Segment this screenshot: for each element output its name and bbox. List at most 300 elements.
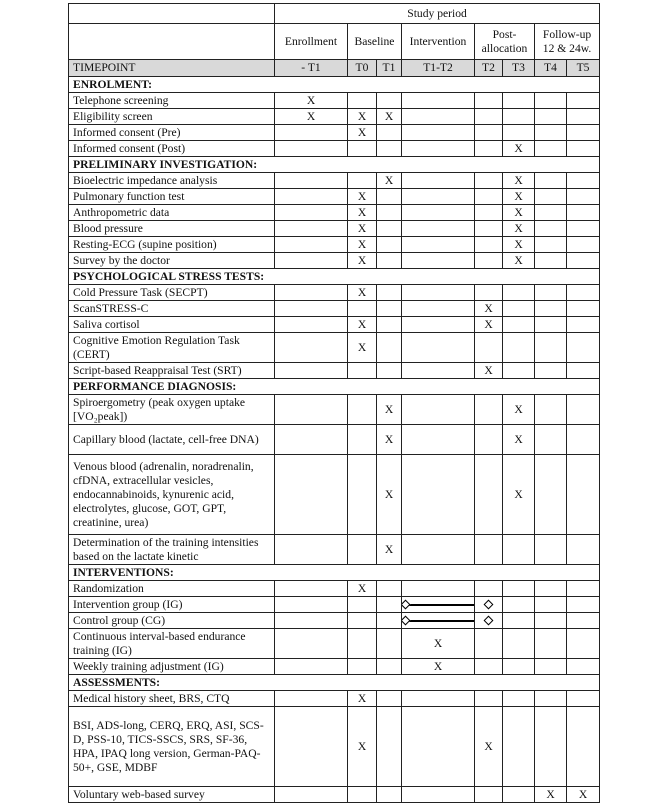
empty-cell (275, 707, 348, 787)
activity-label: Anthropometric data (69, 205, 275, 221)
empty-cell (377, 597, 402, 613)
x-mark: X (377, 455, 402, 535)
empty-cell (377, 691, 402, 707)
empty-cell (402, 425, 475, 455)
empty-cell (275, 141, 348, 157)
empty-cell (275, 285, 348, 301)
section-row (69, 565, 600, 581)
empty-cell (475, 253, 503, 269)
group-row (69, 613, 600, 629)
empty-cell (348, 173, 377, 189)
empty-cell (348, 613, 377, 629)
x-mark: X (348, 707, 377, 787)
empty-cell (475, 189, 503, 205)
activity-label: BSI, ADS-long, CERQ, ERQ, ASI, SCS-D, PSS-10, TICS-SSCS, SRS, SF-36, HPA, IPAQ long version, German-PAQ-50+, GSE, MDBF (69, 707, 275, 787)
empty-cell (475, 659, 503, 675)
activity-label: Voluntary web-based survey (69, 787, 275, 803)
section-row (69, 269, 600, 285)
activity-label: Informed consent (Post) (69, 141, 275, 157)
group-row (69, 597, 600, 613)
intervention-period-bar-cell (475, 613, 503, 629)
empty-cell (567, 93, 600, 109)
empty-cell (275, 597, 348, 613)
activity-row (69, 173, 600, 189)
empty-cell (377, 613, 402, 629)
empty-cell (535, 109, 567, 125)
intervention-header: Intervention (402, 24, 475, 60)
empty-cell (567, 659, 600, 675)
activity-row (69, 395, 600, 425)
activity-row (69, 363, 600, 379)
empty-cell (567, 363, 600, 379)
activity-label: Pulmonary function test (69, 189, 275, 205)
section-title: ASSESSMENTS: (69, 675, 600, 691)
activity-label: Capillary blood (lactate, cell-free DNA) (69, 425, 275, 455)
empty-cell (402, 125, 475, 141)
empty-cell (377, 707, 402, 787)
timepoint-cell: T5 (567, 60, 600, 77)
empty-cell (567, 691, 600, 707)
start-diamond-icon (402, 600, 411, 610)
empty-cell (535, 125, 567, 141)
empty-cell (475, 285, 503, 301)
empty-cell (348, 787, 377, 803)
empty-cell (567, 285, 600, 301)
activity-row (69, 629, 600, 659)
empty-cell (402, 333, 475, 363)
empty-cell (275, 691, 348, 707)
empty-cell (377, 581, 402, 597)
activity-row (69, 317, 600, 333)
activity-label: Intervention group (IG) (69, 597, 275, 613)
empty-cell (275, 125, 348, 141)
empty-cell (348, 659, 377, 675)
activity-row (69, 425, 600, 455)
empty-cell (503, 707, 535, 787)
empty-cell (275, 425, 348, 455)
activity-row (69, 237, 600, 253)
empty-cell (402, 93, 475, 109)
baseline-header: Baseline (348, 24, 402, 60)
empty-cell (567, 221, 600, 237)
empty-cell (402, 141, 475, 157)
x-mark: X (348, 125, 377, 141)
empty-cell (402, 109, 475, 125)
x-mark: X (348, 189, 377, 205)
empty-cell (402, 455, 475, 535)
empty-cell (348, 455, 377, 535)
activity-row (69, 455, 600, 535)
empty-cell (275, 363, 348, 379)
timepoint-cell: - T1 (275, 60, 348, 77)
post-allocation-header: Post-allocation (475, 24, 535, 60)
empty-cell (377, 253, 402, 269)
empty-cell (503, 109, 535, 125)
empty-cell (402, 189, 475, 205)
empty-cell (503, 93, 535, 109)
empty-cell (475, 109, 503, 125)
activity-label: Bioelectric impedance analysis (69, 173, 275, 189)
activity-row (69, 189, 600, 205)
x-mark: X (503, 205, 535, 221)
activity-label: Cognitive Emotion Regulation Task (CERT) (69, 333, 275, 363)
intervention-period-bar-cell (402, 597, 475, 613)
timepoint-cell: T2 (475, 60, 503, 77)
section-title: INTERVENTIONS: (69, 565, 600, 581)
corner-cell (69, 24, 275, 60)
empty-cell (475, 173, 503, 189)
empty-cell (348, 93, 377, 109)
empty-cell (567, 253, 600, 269)
empty-cell (535, 613, 567, 629)
empty-cell (567, 141, 600, 157)
empty-cell (402, 395, 475, 425)
x-mark: X (503, 189, 535, 205)
empty-cell (567, 613, 600, 629)
empty-cell (275, 189, 348, 205)
empty-cell (402, 285, 475, 301)
empty-cell (503, 629, 535, 659)
empty-cell (377, 237, 402, 253)
section-row (69, 379, 600, 395)
activity-label: ScanSTRESS-C (69, 301, 275, 317)
empty-cell (377, 125, 402, 141)
empty-cell (402, 535, 475, 565)
empty-cell (567, 425, 600, 455)
x-mark: X (402, 659, 475, 675)
empty-cell (535, 189, 567, 205)
empty-cell (567, 237, 600, 253)
empty-cell (275, 395, 348, 425)
empty-cell (475, 141, 503, 157)
activity-label: Resting-ECG (supine position) (69, 237, 275, 253)
x-mark: X (348, 205, 377, 221)
empty-cell (475, 237, 503, 253)
follow-up-header: Follow-up 12 & 24w. (535, 24, 600, 60)
empty-cell (475, 535, 503, 565)
x-mark: X (348, 317, 377, 333)
empty-cell (503, 125, 535, 141)
x-mark: X (377, 395, 402, 425)
empty-cell (402, 301, 475, 317)
empty-cell (377, 221, 402, 237)
intervention-period-bar (402, 620, 475, 622)
empty-cell (535, 363, 567, 379)
empty-cell (503, 581, 535, 597)
activity-row (69, 301, 600, 317)
empty-cell (567, 205, 600, 221)
empty-cell (535, 285, 567, 301)
empty-cell (275, 613, 348, 629)
empty-cell (567, 629, 600, 659)
empty-cell (567, 301, 600, 317)
empty-cell (567, 189, 600, 205)
activity-label: Cold Pressure Task (SECPT) (69, 285, 275, 301)
empty-cell (503, 285, 535, 301)
intervention-period-bar-cell (402, 613, 475, 629)
empty-cell (475, 205, 503, 221)
empty-cell (475, 93, 503, 109)
empty-cell (535, 221, 567, 237)
empty-cell (348, 535, 377, 565)
activity-row (69, 93, 600, 109)
empty-cell (503, 363, 535, 379)
x-mark: X (348, 285, 377, 301)
empty-cell (567, 317, 600, 333)
empty-cell (377, 301, 402, 317)
empty-cell (535, 205, 567, 221)
activity-label: Blood pressure (69, 221, 275, 237)
empty-cell (535, 535, 567, 565)
activity-label: Telephone screening (69, 93, 275, 109)
section-title: PRELIMINARY INVESTIGATION: (69, 157, 600, 173)
empty-cell (377, 189, 402, 205)
empty-cell (503, 613, 535, 629)
empty-cell (402, 363, 475, 379)
activity-label: Continuous interval-based endurance training (IG) (69, 629, 275, 659)
empty-cell (535, 597, 567, 613)
section-title: ENROLMENT: (69, 77, 600, 93)
activity-row (69, 581, 600, 597)
empty-cell (535, 333, 567, 363)
empty-cell (535, 425, 567, 455)
empty-cell (377, 93, 402, 109)
empty-cell (402, 221, 475, 237)
x-mark: X (475, 301, 503, 317)
empty-cell (348, 363, 377, 379)
timepoint-cell: T3 (503, 60, 535, 77)
empty-cell (475, 691, 503, 707)
activity-label: Venous blood (adrenalin, noradrenalin, cfDNA, extracellular vesicles, endocannabinoids, kynurenic acid, electrolytes, glucose, GOT, GPT, creatinine, urea) (69, 455, 275, 535)
empty-cell (402, 173, 475, 189)
empty-cell (475, 333, 503, 363)
empty-cell (275, 237, 348, 253)
section-row (69, 157, 600, 173)
empty-cell (275, 317, 348, 333)
x-mark: X (503, 395, 535, 425)
empty-cell (475, 787, 503, 803)
x-mark: X (348, 253, 377, 269)
empty-cell (402, 237, 475, 253)
empty-cell (348, 301, 377, 317)
activity-row (69, 659, 600, 675)
x-mark: X (503, 425, 535, 455)
study-period-header: Study period (275, 4, 600, 24)
empty-cell (377, 205, 402, 221)
activity-row (69, 787, 600, 803)
start-diamond-icon (402, 616, 411, 626)
x-mark: X (503, 455, 535, 535)
timepoint-cell: T0 (348, 60, 377, 77)
x-mark: X (503, 237, 535, 253)
empty-cell (377, 141, 402, 157)
empty-cell (377, 285, 402, 301)
empty-cell (402, 787, 475, 803)
empty-cell (567, 535, 600, 565)
intervention-period-bar-cell (475, 597, 503, 613)
empty-cell (535, 141, 567, 157)
empty-cell (503, 301, 535, 317)
x-mark: X (503, 221, 535, 237)
empty-cell (348, 395, 377, 425)
empty-cell (567, 109, 600, 125)
empty-cell (275, 659, 348, 675)
schedule-table (68, 3, 600, 803)
empty-cell (275, 629, 348, 659)
x-mark: X (475, 317, 503, 333)
empty-cell (402, 581, 475, 597)
empty-cell (475, 125, 503, 141)
x-mark: X (377, 535, 402, 565)
empty-cell (503, 333, 535, 363)
empty-cell (377, 333, 402, 363)
activity-label: Control group (CG) (69, 613, 275, 629)
empty-cell (275, 787, 348, 803)
activity-label: Randomization (69, 581, 275, 597)
empty-cell (348, 141, 377, 157)
empty-cell (402, 317, 475, 333)
x-mark: X (402, 629, 475, 659)
activity-row (69, 535, 600, 565)
empty-cell (402, 691, 475, 707)
empty-cell (402, 253, 475, 269)
empty-cell (535, 173, 567, 189)
x-mark: X (475, 363, 503, 379)
empty-cell (402, 205, 475, 221)
x-mark: X (348, 691, 377, 707)
activity-label: Weekly training adjustment (IG) (69, 659, 275, 675)
activity-row (69, 285, 600, 301)
x-mark: X (503, 141, 535, 157)
activity-row (69, 109, 600, 125)
x-mark: X (275, 93, 348, 109)
x-mark: X (348, 333, 377, 363)
timepoint-cell: T1-T2 (402, 60, 475, 77)
section-title: PERFORMANCE DIAGNOSIS: (69, 379, 600, 395)
section-title: PSYCHOLOGICAL STRESS TESTS: (69, 269, 600, 285)
activity-label: Determination of the training intensities based on the lactate kinetic (69, 535, 275, 565)
empty-cell (535, 93, 567, 109)
empty-cell (348, 629, 377, 659)
empty-cell (275, 333, 348, 363)
empty-cell (275, 173, 348, 189)
x-mark: X (377, 109, 402, 125)
empty-cell (535, 455, 567, 535)
empty-cell (503, 317, 535, 333)
activity-label: Informed consent (Pre) (69, 125, 275, 141)
empty-cell (275, 253, 348, 269)
activity-row (69, 691, 600, 707)
x-mark: X (567, 787, 600, 803)
empty-cell (503, 535, 535, 565)
timepoint-cell: T4 (535, 60, 567, 77)
x-mark: X (503, 173, 535, 189)
empty-cell (402, 707, 475, 787)
empty-cell (567, 581, 600, 597)
timepoint-cell: T1 (377, 60, 402, 77)
empty-cell (348, 597, 377, 613)
empty-cell (275, 535, 348, 565)
empty-cell (275, 221, 348, 237)
empty-cell (535, 629, 567, 659)
empty-cell (567, 455, 600, 535)
x-mark: X (535, 787, 567, 803)
spirit-schedule (68, 3, 599, 803)
empty-cell (535, 707, 567, 787)
section-row (69, 77, 600, 93)
x-mark: X (475, 707, 503, 787)
empty-cell (535, 317, 567, 333)
x-mark: X (348, 109, 377, 125)
activity-row (69, 253, 600, 269)
x-mark: X (377, 425, 402, 455)
empty-cell (475, 581, 503, 597)
empty-cell (535, 301, 567, 317)
activity-label: Medical history sheet, BRS, CTQ (69, 691, 275, 707)
empty-cell (567, 333, 600, 363)
empty-cell (377, 317, 402, 333)
end-diamond-icon (484, 600, 494, 610)
empty-cell (535, 691, 567, 707)
section-row (69, 675, 600, 691)
empty-cell (377, 629, 402, 659)
empty-cell (567, 125, 600, 141)
x-mark: X (377, 173, 402, 189)
empty-cell (348, 425, 377, 455)
enrollment-header: Enrollment (275, 24, 348, 60)
activity-row (69, 125, 600, 141)
intervention-period-bar (402, 604, 475, 606)
empty-cell (503, 597, 535, 613)
empty-cell (535, 237, 567, 253)
activity-row (69, 205, 600, 221)
timepoint-label: TIMEPOINT (69, 60, 275, 77)
activity-row (69, 707, 600, 787)
empty-cell (377, 659, 402, 675)
empty-cell (475, 425, 503, 455)
empty-cell (377, 787, 402, 803)
x-mark: X (503, 253, 535, 269)
x-mark: X (348, 581, 377, 597)
empty-cell (275, 301, 348, 317)
empty-cell (535, 659, 567, 675)
empty-cell (475, 629, 503, 659)
empty-cell (567, 173, 600, 189)
empty-cell (275, 205, 348, 221)
x-mark: X (275, 109, 348, 125)
empty-cell (535, 395, 567, 425)
empty-cell (503, 659, 535, 675)
empty-cell (535, 253, 567, 269)
activity-row (69, 141, 600, 157)
empty-cell (475, 221, 503, 237)
empty-cell (567, 395, 600, 425)
empty-cell (475, 455, 503, 535)
empty-cell (535, 581, 567, 597)
activity-label: Saliva cortisol (69, 317, 275, 333)
empty-cell (503, 787, 535, 803)
activity-row (69, 221, 600, 237)
activity-label: Eligibility screen (69, 109, 275, 125)
x-mark: X (348, 221, 377, 237)
end-diamond-icon (484, 616, 494, 626)
empty-cell (567, 597, 600, 613)
activity-row (69, 333, 600, 363)
empty-cell (275, 581, 348, 597)
x-mark: X (348, 237, 377, 253)
activity-label: Survey by the doctor (69, 253, 275, 269)
activity-label: Script-based Reappraisal Test (SRT) (69, 363, 275, 379)
